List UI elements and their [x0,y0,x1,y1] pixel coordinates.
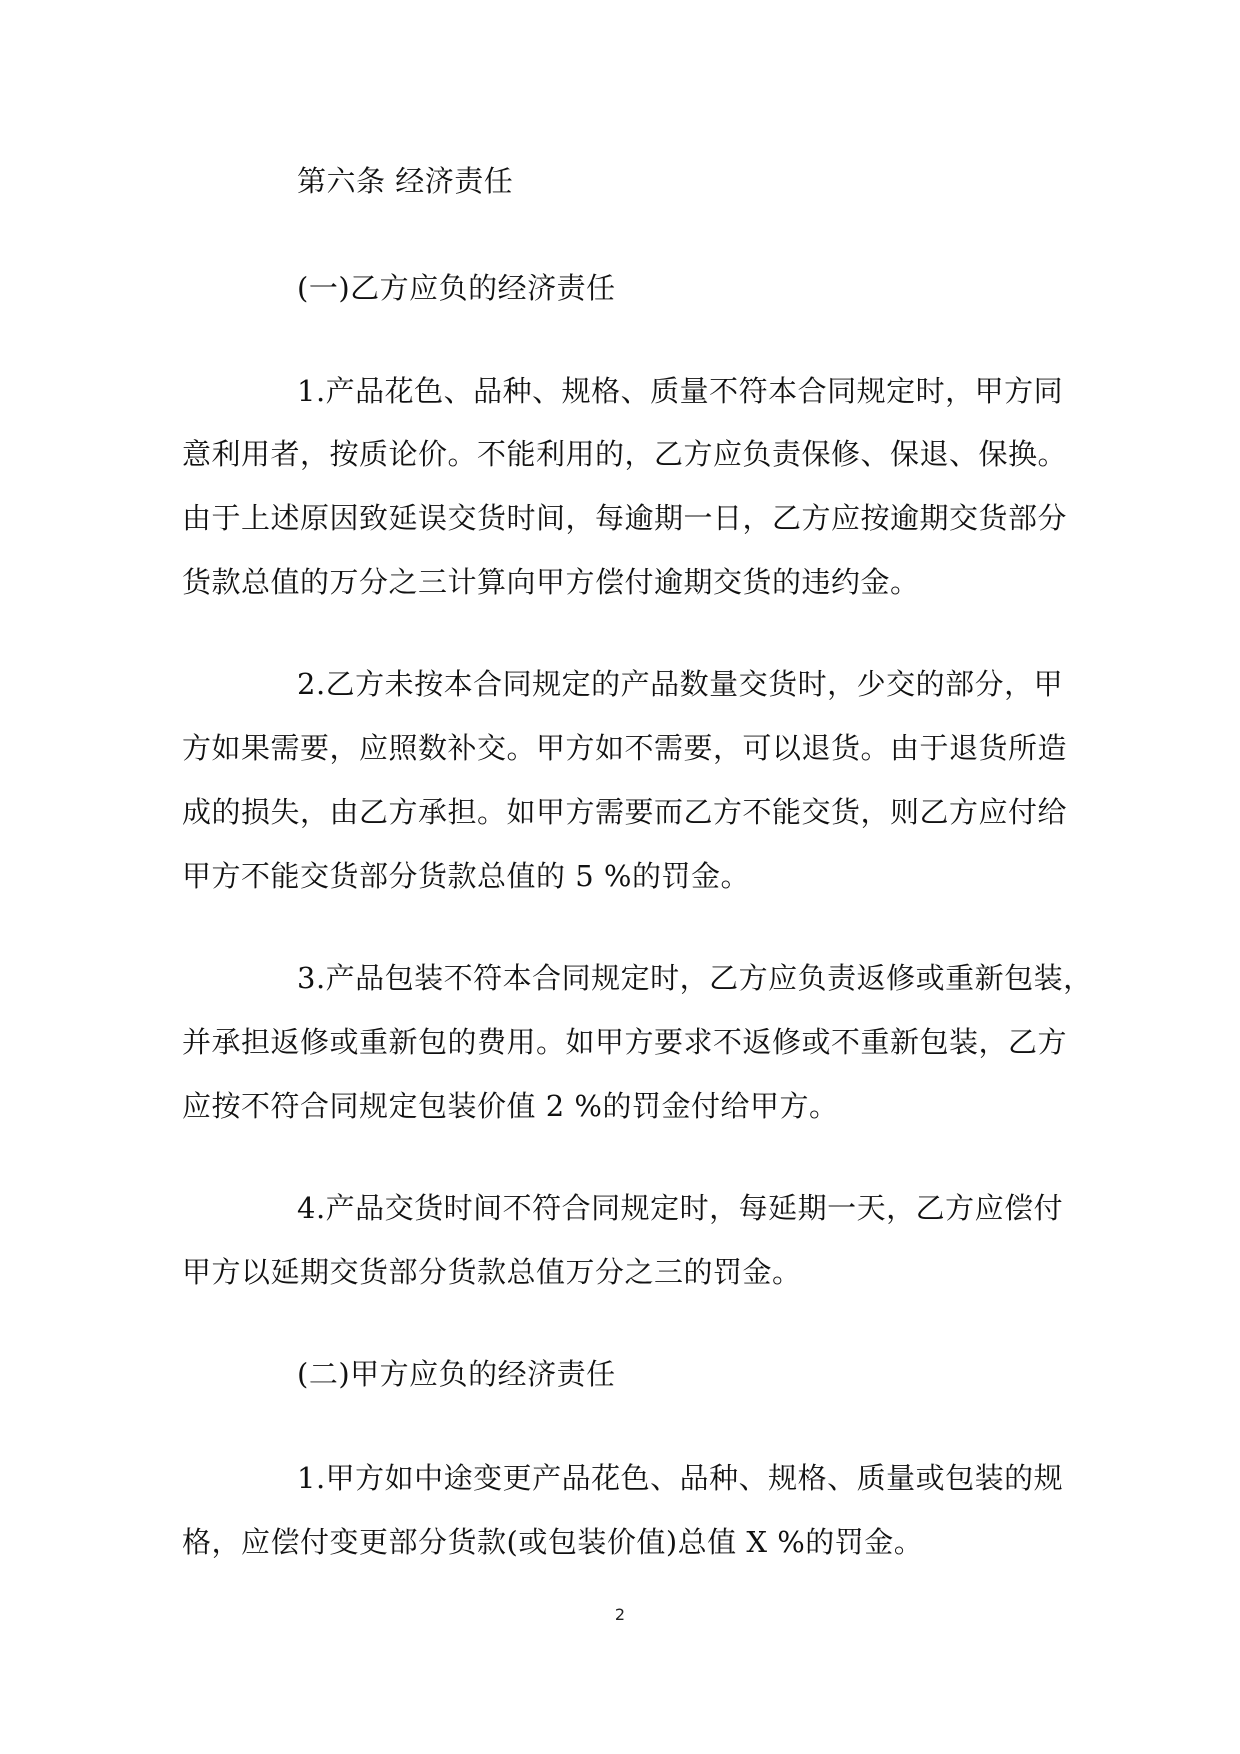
section-one-heading: (一)乙方应负的经济责任 [297,271,616,305]
section-two-item-1-line-1: 1.甲方如中途变更产品花色、品种、规格、质量或包装的规 [297,1461,1064,1495]
article-heading: 第六条 经济责任 [297,164,514,198]
section-one-item-4-line-2: 甲方以延期交货部分货款总值万分之三的罚金。 [182,1255,802,1289]
section-one-item-3-line-1: 3.产品包装不符本合同规定时，乙方应负责返修或重新包装， [297,961,1093,995]
section-one-item-2-line-1: 2.乙方未按本合同规定的产品数量交货时，少交的部分，甲 [297,667,1064,701]
page-number: 2 [614,1605,626,1624]
section-two-heading: (二)甲方应负的经济责任 [297,1357,616,1391]
section-one-item-1-line-4: 货款总值的万分之三计算向甲方偿付逾期交货的违约金。 [182,565,920,599]
section-one-item-3-line-3: 应按不符合同规定包装价值 2 %的罚金付给甲方。 [182,1089,839,1123]
section-one-item-1-line-1: 1.产品花色、品种、规格、质量不符本合同规定时，甲方同 [297,374,1064,408]
section-one-item-2-line-2: 方如果需要，应照数补交。甲方如不需要，可以退货。由于退货所造 [182,731,1068,765]
section-two-item-1-line-2: 格，应偿付变更部分货款(或包装价值)总值 X %的罚金。 [182,1525,924,1559]
section-one-item-2-line-4: 甲方不能交货部分货款总值的 5 %的罚金。 [182,859,750,893]
section-one-item-3-line-2: 并承担返修或重新包的费用。如甲方要求不返修或不重新包装，乙方 [182,1025,1068,1059]
section-one-item-4-line-1: 4.产品交货时间不符合同规定时，每延期一天，乙方应偿付 [297,1191,1064,1225]
section-one-item-1-line-2: 意利用者，按质论价。不能利用的，乙方应负责保修、保退、保换。 [182,437,1068,471]
section-one-item-1-line-3: 由于上述原因致延误交货时间，每逾期一日，乙方应按逾期交货部分 [182,501,1068,535]
section-one-item-2-line-3: 成的损失，由乙方承担。如甲方需要而乙方不能交货，则乙方应付给 [182,795,1068,829]
